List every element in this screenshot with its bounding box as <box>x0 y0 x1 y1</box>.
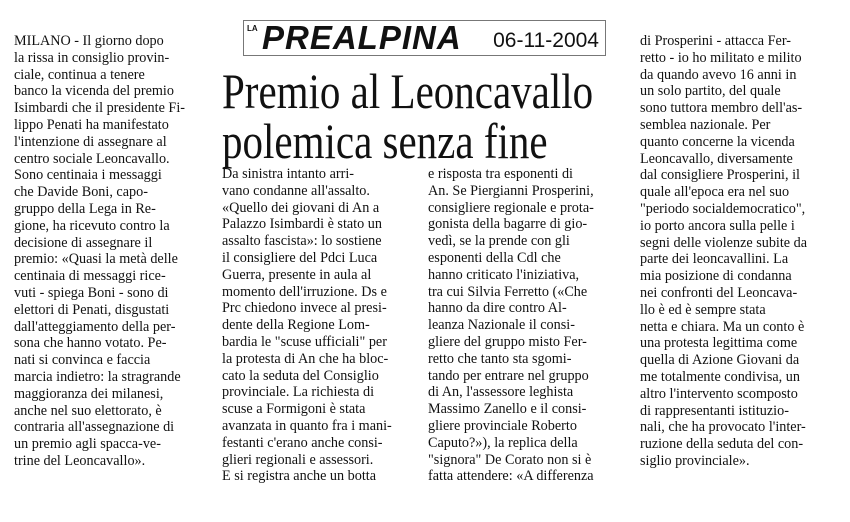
newspaper-name: PREALPINA <box>262 19 462 56</box>
article-column-1: MILANO - Il giorno dopo la rissa in consiglio provin- ciale, continua a tenere banco la vicenda del premio Isimbardi che il presidente Fi- lippo Penati ha manifestato l'intenzione di assegnare al centro sociale Leoncavallo. Sono centinaia i messaggi che Davide Boni, capo- gruppo della Lega in Re- gione, ha ricevuto contro la decisione di assegnare il premio: «Quasi la metà delle centinaia di messaggi rice- vuti - spiega Boni - sono di elettori di Penati, disgustati dall'atteggiamento della per- sona che hanno votato. Pe- nati si convinca e faccia marcia indietro: la stragrande maggioranza dei milanesi, anche nel suo elettorato, è contraria all'assegnazione di un premio agli spacca-ve- trine del Leoncavallo». <box>14 33 185 469</box>
headline-line-1: Premio al Leoncavallo <box>222 63 594 119</box>
masthead <box>243 20 606 56</box>
article-column-3: e risposta tra esponenti di An. Se Piergianni Prosperini, consigliere regionale e prota- gonista della bagarre di gio- vedì, se la prende con gli esponenti della Cdl che hanno criticato l'iniziativa, tra cui Silvia Ferretto («Che hanno da dire contro Al- leanza Nazionale il consi- gliere del gruppo misto Fer- retto che tanto sta sgomi- tando per entrare nel gruppo di An, l'assessore leghista Massimo Zanello e il consi- gliere provinciale Roberto Caputo?»), la replica della "signora" De Corato non si è fatta attendere: «A differenza <box>428 166 594 485</box>
masthead-prefix: LA <box>247 24 258 33</box>
article-column-4: di Prosperini - attacca Fer- retto - io ho militato e milito da quando avevo 16 anni in un solo partito, del quale sono tuttora membro dell'as- semblea nazionale. Per quanto concerne la vicenda Leoncavallo, diversamente dal consigliere Prosperini, il quale all'epoca era nel suo "periodo socialdemocratico", io porto ancora sulla pelle i segni delle violenze subite da parte dei leoncavallini. La mia posizione di condanna nei confronti del Leoncava- llo è ed è sempre stata netta e chiara. Ma un conto è una protesta legittima come quella di Azione Giovani da me totalmente condivisa, un altro l'intervento scomposto di rappresentanti istituzio- nali, che ha provocato l'inter- ruzione della seduta del con- siglio provinciale». <box>640 33 808 469</box>
publication-date: 06-11-2004 <box>493 29 599 52</box>
article-headline <box>222 63 594 169</box>
headline-line-2: polemica senza fine <box>222 113 548 169</box>
article-column-2: Da sinistra intanto arri- vano condanne all'assalto. «Quello dei giovani di An a Palazzo Isimbardi è stato un assalto fascista»: lo sostiene il consigliere del Pdci Luca Guerra, presente in aula al momento dell'irruzione. Ds e Prc chiedono invece al presi- dente della Regione Lom- bardia le "scuse ufficiali" per la protesta di An che ha bloc- cato la seduta del Consiglio provinciale. La richiesta di scuse a Formigoni è stata avanzata in quanto fra i mani- festanti c'erano anche consi- glieri regionali e assessori. E si registra anche un botta <box>222 166 392 485</box>
